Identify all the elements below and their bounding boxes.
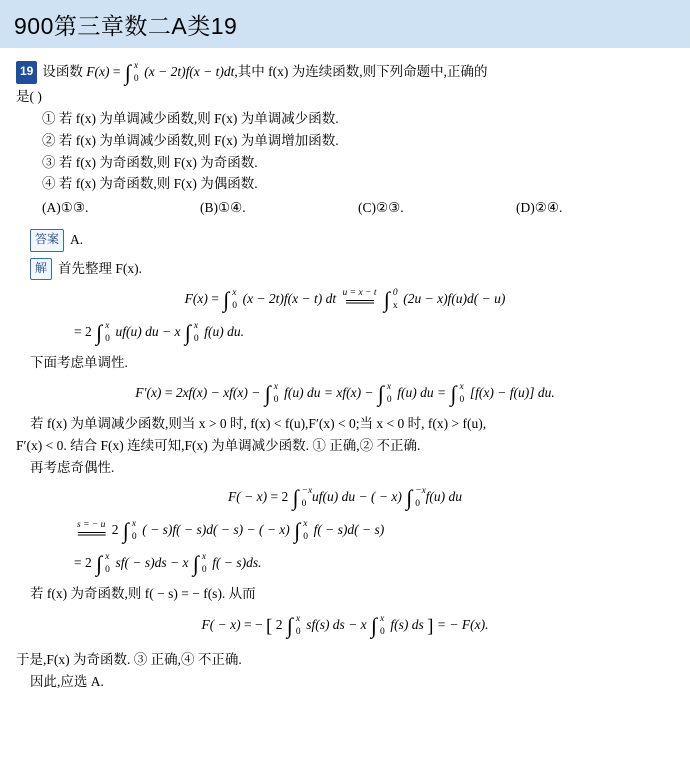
integral-lower: 0 [232, 300, 237, 311]
integral-icon [384, 287, 398, 313]
stem-integrand: (x − 2t)f(x − t)dt [144, 64, 235, 80]
problem-option-1: ① 若 f(x) 为单调减少函数,则 F(x) 为单调减少函数. [42, 110, 339, 126]
integral-lower: 0 [303, 532, 308, 543]
choice-b: (B)①④. [200, 200, 246, 216]
integral-symbol: ∫ [184, 320, 191, 346]
eq5-sub-rule: ═══ [77, 526, 105, 542]
eq4-body: uf(u) du − ( − x) [312, 489, 402, 505]
integral-icon [265, 381, 279, 407]
problem-stem [16, 60, 674, 86]
integral-symbol: ∫ [122, 518, 129, 544]
integral-symbol: ∫ [264, 380, 271, 406]
stem-lead: 设函数 [42, 64, 83, 80]
integral-lower: 0 [105, 333, 110, 344]
page-header [0, 0, 690, 48]
eq5-body-2: f( − s)d( − s) [313, 522, 385, 538]
stem-equals: = [112, 64, 121, 80]
integral-upper: −x [301, 486, 313, 497]
solution-line-5: 若 f(x) 为奇函数,则 f( − s) = − f(s). 从而 [30, 586, 256, 602]
choice-a: (A)①③. [42, 200, 89, 216]
solution-line-7: 因此,应选 A. [30, 673, 104, 689]
eq1-equals: = [211, 291, 219, 307]
answer-label: 答案 [30, 229, 64, 251]
integral-symbol: ∫ [294, 518, 301, 544]
eq1-substitution [343, 289, 377, 311]
solution-equation-5 [16, 518, 674, 544]
integral-lower: 0 [273, 394, 279, 405]
integral-lower: 0 [193, 333, 199, 344]
eq3-term-2: f(u) du = xf(x) − [284, 384, 374, 400]
problem-option-3: ③ 若 f(x) 为奇函数,则 F(x) 为奇函数. [42, 154, 258, 170]
integral-icon [378, 381, 392, 407]
integral-upper: x [105, 552, 110, 563]
solution-line-4: 再考虑奇偶性. [30, 459, 115, 475]
solution-line-1: 首先整理 F(x). [58, 260, 143, 276]
integral-icon [96, 551, 110, 577]
integral-symbol: ∫ [377, 380, 384, 406]
integral-symbol: ∫ [96, 320, 103, 346]
solution-equation-4 [16, 485, 674, 511]
solution-label: 解 [30, 258, 52, 280]
integral-upper: x [201, 552, 207, 563]
solution-line-2: 下面考虑单调性. [30, 355, 128, 371]
integral-icon [371, 613, 385, 639]
eq5-sub-top: s = − u [77, 519, 106, 530]
solution-line-3b: F′(x) < 0. 结合 F(x) 连续可知,F(x) 为单调减少函数. ① 正确,② 不正确. [16, 437, 421, 453]
eq3-lhs: F′(x) [135, 384, 162, 400]
eq7-tail: = − F(x). [436, 617, 489, 633]
eq7-equals: = − [244, 617, 263, 633]
integral-upper: x [380, 614, 385, 625]
integral-icon [223, 287, 237, 313]
problem-number: 19 [16, 61, 37, 83]
integral-icon [96, 320, 110, 346]
eq4-equals: = [270, 489, 279, 505]
integral-lower: x [392, 300, 398, 311]
integral-lower: 0 [459, 394, 465, 405]
integral-upper: x [232, 288, 237, 299]
eq6-body: sf( − s)ds − x [115, 555, 189, 571]
integral-symbol: ∫ [223, 287, 230, 313]
integral-symbol: ∫ [450, 380, 457, 406]
solution-row [16, 258, 674, 280]
integral-icon [125, 60, 139, 86]
solution-equation-3 [16, 381, 674, 407]
eq7-coef: 2 [275, 617, 283, 633]
choice-c: (C)②③. [358, 200, 404, 216]
integral-lower: 0 [131, 532, 137, 543]
problem-stem-tail: 是( ) [16, 89, 42, 104]
eq2-body: uf(u) du − x [115, 324, 181, 340]
document-body [0, 48, 690, 693]
eq7-body-2: f(s) ds [390, 617, 424, 633]
stem-mid: ,其中 f(x) 为连续函数,则下列命题中,正确的 [234, 64, 488, 80]
answer-row [16, 229, 674, 251]
eq1-lhs: F(x) [184, 291, 208, 307]
stem-function: F(x) [86, 64, 110, 80]
integral-icon [123, 518, 137, 544]
eq6-body-2: f( − s)ds. [212, 555, 262, 571]
solution-equation-1 [16, 287, 674, 313]
problem-option-2: ② 若 f(x) 为单调减少函数,则 F(x) 为单调增加函数. [42, 132, 339, 148]
integral-lower: 0 [415, 499, 420, 510]
solution-equation-2 [16, 320, 674, 346]
solution-line-3a: 若 f(x) 为单调减少函数,则当 x > 0 时, f(x) < f(u),F′(x) < 0;当 x < 0 时, f(x) > f(u), [30, 415, 487, 431]
eq5-substitution [77, 521, 105, 543]
eq1-sub-top: u = x − t [342, 288, 377, 299]
page-title: 900第三章数二A类19 [14, 12, 238, 39]
eq3-term-4: [f(x) − f(u)] du. [469, 384, 555, 400]
integral-upper: x [131, 519, 137, 530]
eq4-body-2: f(u) du [425, 489, 462, 505]
integral-icon [451, 381, 465, 407]
integral-symbol: ∫ [406, 485, 413, 511]
integral-lower: 0 [386, 394, 392, 405]
integral-icon [193, 551, 207, 577]
integral-lower: 0 [105, 565, 110, 576]
problem-choices [16, 197, 674, 219]
solution-equation-7 [16, 612, 674, 643]
eq1-sub-rule: ═══ [346, 295, 373, 311]
eq3-term-1: 2xf(x) − xf(x) − [175, 384, 261, 400]
integral-symbol: ∫ [371, 613, 378, 639]
eq7-open-bracket: [ [265, 616, 273, 638]
integral-symbol: ∫ [383, 287, 390, 313]
eq4-coef: 2 [281, 489, 289, 505]
choice-d: (D)②④. [516, 200, 563, 216]
answer-value: A. [70, 232, 84, 248]
eq4-lhs: F( − x) [228, 489, 268, 505]
integral-upper: x [133, 61, 139, 71]
integral-lower: 0 [380, 626, 385, 637]
eq2-equals: = [74, 324, 82, 340]
integral-upper: x [386, 381, 392, 392]
eq5-coef: 2 [111, 522, 119, 538]
integral-icon [287, 613, 301, 639]
integral-upper: −x [415, 486, 426, 497]
integral-icon [294, 518, 308, 544]
integral-upper: 0 [392, 288, 398, 299]
integral-symbol: ∫ [292, 485, 299, 511]
eq2-coef: 2 [85, 324, 92, 340]
integral-icon [292, 485, 313, 511]
integral-lower: 0 [301, 499, 307, 510]
eq7-body: sf(s) ds − x [306, 617, 367, 633]
integral-symbol: ∫ [192, 551, 199, 577]
integral-symbol: ∫ [96, 551, 103, 577]
integral-symbol: ∫ [286, 613, 293, 639]
integral-lower: 0 [133, 73, 139, 84]
integral-lower: 0 [201, 565, 207, 576]
integral-upper: x [193, 321, 199, 332]
integral-upper: x [295, 614, 301, 625]
eq6-equals: = [74, 555, 82, 571]
solution-equation-6 [16, 551, 674, 577]
integral-upper: x [459, 381, 464, 392]
integral-icon [185, 320, 199, 346]
problem-option-4: ④ 若 f(x) 为奇函数,则 F(x) 为偶函数. [42, 176, 258, 192]
integral-symbol: ∫ [124, 60, 131, 85]
integral-upper: x [105, 321, 110, 332]
solution-line-6: 于是,F(x) 为奇函数. ③ 正确,④ 不正确. [16, 652, 242, 668]
eq5-body: ( − s)f( − s)d( − s) − ( − x) [142, 522, 290, 538]
eq1-body-2: (2u − x)f(u)d( − u) [403, 291, 506, 307]
integral-upper: x [303, 519, 308, 530]
eq7-lhs: F( − x) [201, 617, 241, 633]
integral-upper: x [273, 381, 278, 392]
eq6-coef: 2 [85, 555, 92, 571]
integral-lower: 0 [295, 626, 301, 637]
eq3-term-3: f(u) du = [397, 384, 447, 400]
eq1-body: (x − 2t)f(x − t) dt [242, 291, 337, 307]
integral-icon [406, 485, 426, 511]
eq3-equals: = [164, 384, 173, 400]
eq2-body-2: f(u) du. [204, 324, 244, 340]
eq7-close-bracket: ] [427, 616, 434, 638]
